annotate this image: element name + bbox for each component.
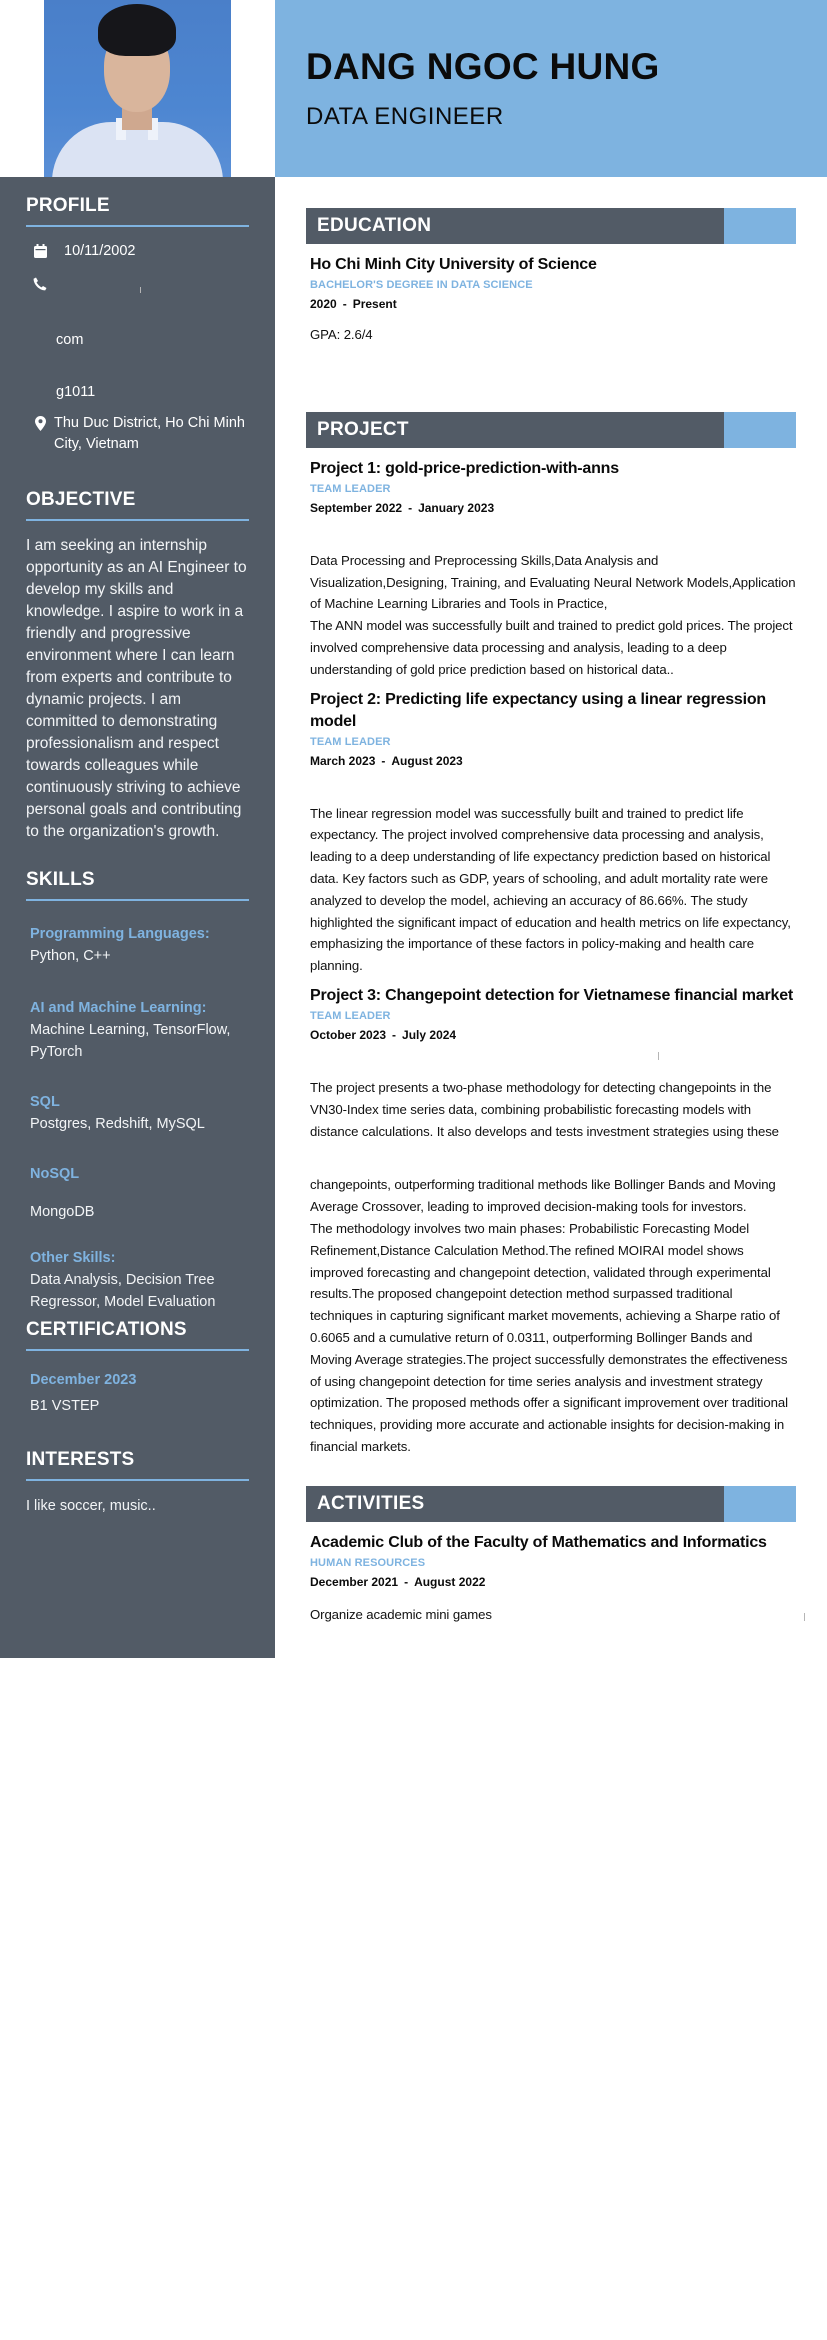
school-name: Ho Chi Minh City University of Science [310,256,597,273]
profile-address [26,413,249,455]
activity-title: Academic Club of the Faculty of Mathematics and Informatics [310,1533,767,1551]
project-title: Project 2: Predicting life expectancy using a linear regression model [310,690,767,730]
stray-mark [658,1052,659,1060]
end-date: January 2023 [418,500,495,515]
skill-nosql [26,1163,249,1223]
skill-programming [26,923,249,967]
objective-heading: OBJECTIVE [26,489,249,521]
header-banner [275,0,827,177]
project-role: TEAM LEADER [310,482,391,495]
skill-value: MongoDB [30,1204,95,1220]
activity-dates: December 2021 - August 2022 [310,1574,486,1589]
birthday-text: 10/11/2002 [64,243,136,259]
avatar [44,0,231,177]
activities-heading: ACTIVITIES [317,1492,425,1514]
end-date: July 2024 [402,1027,457,1042]
project-heading: PROJECT [317,418,409,440]
activities-header [306,1486,796,1522]
interests-heading: INTERESTS [26,1449,249,1481]
education-entry [306,254,796,346]
project-header [306,412,796,448]
project-body: changepoints, outperforming traditional methods like Bollinger Bands and Moving Average Crossover, leading to improved decision-making tools for investors. [310,1177,776,1215]
activities-section [306,1486,796,1626]
skills-heading: SKILLS [26,869,249,901]
project-role: TEAM LEADER [310,1009,391,1022]
project-dates: March 2023 - August 2023 [310,753,463,768]
skill-value: Data Analysis, Decision Tree Regressor, Model Evaluation [30,1272,216,1310]
skill-value: Postgres, Redshift, MySQL [30,1116,205,1132]
project-section [306,412,796,1458]
certifications-heading: CERTIFICATIONS [26,1319,249,1351]
project-entry [306,689,796,977]
degree: BACHELOR'S DEGREE IN DATA SCIENCE [310,279,533,291]
objective-text: I am seeking an internship opportunity as an AI Engineer to develop my skills and knowledge. I aspire to work in a friendly and progressive environment where I can learn from experts and contribute to dynamic projects. I am committed to demonstrating professionalism and respect towards colleagues while continuously striving to achieve personal goals and contributing to the organization's growth. [26,537,247,840]
interests-text: I like soccer, music.. [26,1498,156,1514]
certification-item [26,1369,249,1417]
project-body: Data Processing and Preprocessing Skills,Data Analysis and Visualization,Designing, Training, and Evaluating Neural Network Models,Application of Machine Learning Libraries and Tools in Practice, [310,552,796,612]
project-entry [306,985,796,1458]
phone-icon [26,274,54,291]
section-accent [724,412,796,448]
project-role: TEAM LEADER [310,735,391,748]
candidate-name: DANG NGOC HUNG [306,46,660,87]
email-icon [26,330,54,333]
skill-value: Machine Learning, TensorFlow, PyTorch [30,1022,231,1060]
email-text[interactable]: com [56,332,84,348]
skill-title: AI and Machine Learning: [30,1000,207,1016]
profile-birthday [26,241,249,263]
calendar-icon [26,241,54,258]
link-icon [26,382,54,385]
profile-list [26,241,249,455]
sidebar [0,177,275,1658]
address-text: Thu Duc District, Ho Chi Minh City, Vietnam [54,415,245,452]
end-date: Present [352,297,397,311]
activity-body: Organize academic mini games [310,1606,492,1622]
location-pin-icon [26,413,54,431]
skill-ai-ml [26,997,249,1063]
certification-name: B1 VSTEP [30,1398,100,1414]
activity-entry [306,1532,796,1626]
project-entry [306,458,796,681]
section-accent [724,1486,796,1522]
project-body: The methodology involves two main phases: Probabilistic Forecasting Model Refinement,Distance Calculation Method.The refined MOIRAI model shows improved forecasting and changepoint detection, validated through experimental results.The proposed changepoint detection method surpassed traditional techniques in capturing significant market movements, achieving a Sharpe ratio of 0.6065 and a cumulative return of 0.0311, outperforming Bollinger Bands and Moving Average strategies.The project successfully demonstrates the effectiveness of using changepoint detection for time series analysis and investment strategy optimization. The proposed methods offer a significant improvement over traditional techniques, providing more accurate and actionable insights for decision-making in financial markets. [310,1220,788,1454]
end-date: August 2022 [414,1574,486,1589]
gpa: GPA: 2.6/4 [310,327,373,342]
profile-email [26,330,249,352]
skill-other [26,1247,249,1313]
skill-title: Programming Languages: [30,926,210,942]
profile-heading: PROFILE [26,195,249,227]
project-dates: October 2023 - July 2024 [310,1027,457,1042]
education-dates: 2020 - Present [310,297,397,311]
skill-sql [26,1091,249,1135]
stray-mark [804,1613,805,1621]
project-body: The ANN model was successfully built and trained to predict gold prices. The project involved comprehensive data processing and analysis, leading to a deep understanding of gold price prediction based on historical data.. [310,618,793,677]
skill-title: NoSQL [30,1166,80,1182]
candidate-role: DATA ENGINEER [306,103,504,130]
start-date: December 2021 [310,1574,399,1589]
stray-mark [140,287,141,293]
handle-text[interactable]: g1011 [56,384,96,400]
project-dates: September 2022 - January 2023 [310,500,495,515]
photo-area [0,0,275,177]
project-title: Project 3: Changepoint detection for Vietnamese financial market [310,986,794,1004]
section-accent [724,208,796,244]
skill-title: Other Skills: [30,1250,116,1266]
end-date: August 2023 [391,753,463,768]
start-date: 2020 [310,297,337,311]
education-section [306,208,796,346]
activity-role: HUMAN RESOURCES [310,1556,426,1569]
project-body: The linear regression model was successfully built and trained to predict life expectancy. The project involved comprehensive data processing and analysis, leading to a deep understanding of life expectancy prediction based on historical data. Key factors such as GDP, years of schooling, and adult mortality rate were analyzed to develop the model, achieving an accuracy of 86.66%. The study highlighted the significant impact of education and health metrics on life expectancy, emphasizing the importance of these factors in policy-making and health care planning. [310,805,791,974]
skill-value: Python, C++ [30,948,111,964]
certification-date: December 2023 [30,1372,137,1388]
skill-title: SQL [30,1094,60,1110]
main-content [306,208,796,1626]
profile-handle [26,382,249,404]
project-title: Project 1: gold-price-prediction-with-anns [310,459,619,477]
project-body: The project presents a two-phase methodology for detecting changepoints in the VN30-Index time series data, combining probabilistic forecasting models with distance calculations. It also develops and tests investment strategies using these [310,1079,779,1139]
education-header [306,208,796,244]
start-date: October 2023 [310,1027,387,1042]
start-date: September 2022 [310,500,403,515]
start-date: March 2023 [310,753,376,768]
profile-phone [26,274,249,296]
education-heading: EDUCATION [317,215,432,236]
avatar-hair [98,4,176,56]
